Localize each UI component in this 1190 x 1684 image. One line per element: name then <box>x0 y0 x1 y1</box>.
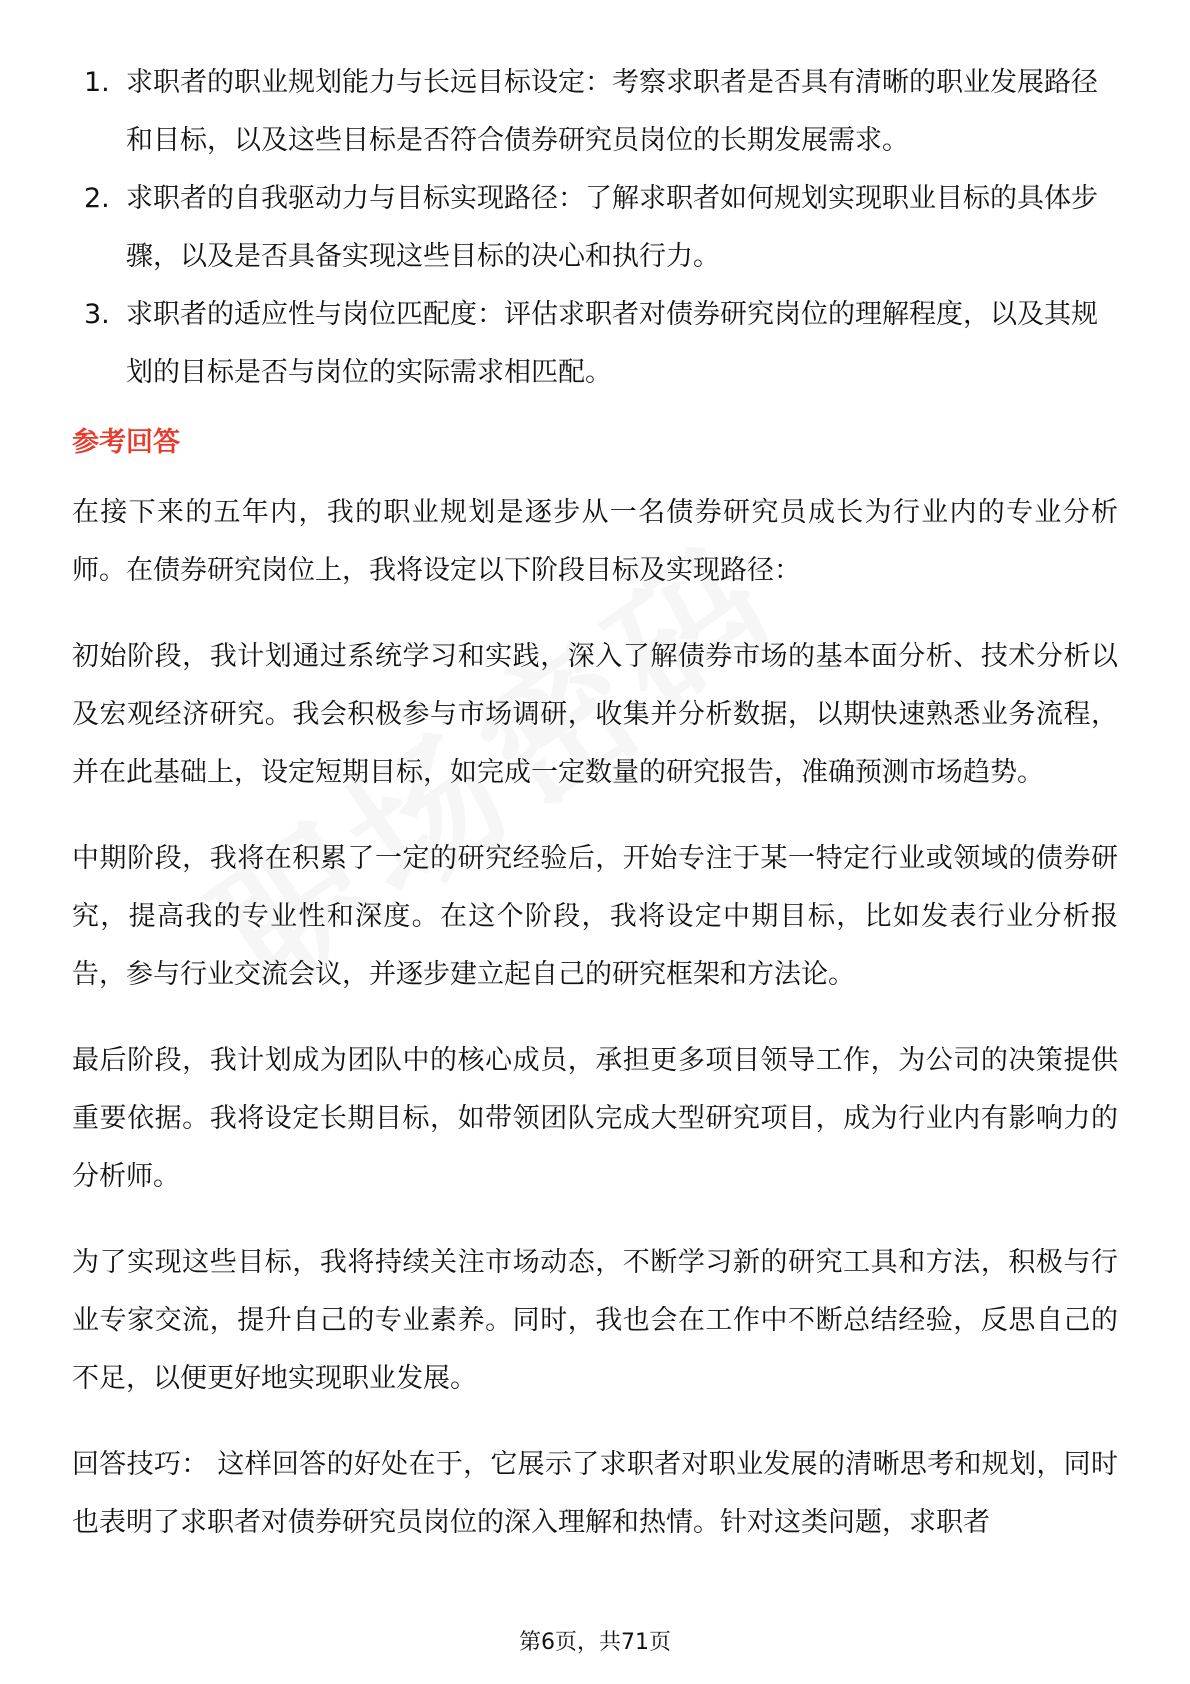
page-footer: 第6页，共71页 <box>519 1630 671 1655</box>
paragraph-intro: 在接下来的五年内，我的职业规划是逐步从一名债券研究员成长为行业内的专业分析师。在债券研究岗位上，我将设定以下阶段目标及实现路径： <box>72 497 1118 586</box>
list-item-text: 求职者的自我驱动力与目标实现路径：了解求职者如何规划实现职业目标的具体步骤，以及是否具备实现这些目标的决心和执行力。 <box>126 183 1098 272</box>
list-item-text: 求职者的职业规划能力与长远目标设定：考察求职者是否具有清晰的职业发展路径和目标，以及这些目标是否符合债券研究员岗位的长期发展需求。 <box>126 67 1098 156</box>
paragraph-final-stage: 最后阶段，我计划成为团队中的核心成员，承担更多项目领导工作，为公司的决策提供重要依据。我将设定长期目标，如带领团队完成大型研究项目，成为行业内有影响力的分析师。 <box>72 1045 1118 1192</box>
list-number: 3. <box>84 299 110 330</box>
paragraph-answer-tips: 回答技巧： 这样回答的好处在于，它展示了求职者对职业发展的清晰思考和规划，同时也表明了求职者对债券研究员岗位的深入理解和热情。针对这类问题，求职者 <box>72 1449 1118 1538</box>
list-item-text: 求职者的适应性与岗位匹配度：评估求职者对债券研究岗位的理解程度，以及其规划的目标是否与岗位的实际需求相匹配。 <box>126 299 1098 388</box>
list-number: 2. <box>84 183 110 214</box>
numbered-list <box>72 54 1118 402</box>
paragraph-initial-stage: 初始阶段，我计划通过系统学习和实践，深入了解债券市场的基本面分析、技术分析以及宏观经济研究。我会积极参与市场调研，收集并分析数据，以期快速熟悉业务流程，并在此基础上，设定短期目标，如完成一定数量的研究报告，准确预测市场趋势。 <box>72 641 1118 788</box>
list-item <box>72 170 1118 286</box>
list-number: 1. <box>84 67 110 98</box>
paragraph-middle-stage: 中期阶段，我将在积累了一定的研究经验后，开始专注于某一特定行业或领域的债券研究，提高我的专业性和深度。在这个阶段，我将设定中期目标，比如发表行业分析报告，参与行业交流会议，并逐步建立起自己的研究框架和方法论。 <box>72 843 1118 990</box>
paragraph-conclusion: 为了实现这些目标，我将持续关注市场动态，不断学习新的研究工具和方法，积极与行业专家交流，提升自己的专业素养。同时，我也会在工作中不断总结经验，反思自己的不足，以便更好地实现职业发展。 <box>72 1247 1118 1394</box>
list-item <box>72 286 1118 402</box>
document-page <box>72 54 1118 1552</box>
section-heading: 参考回答 <box>72 427 180 458</box>
list-item <box>72 54 1118 170</box>
